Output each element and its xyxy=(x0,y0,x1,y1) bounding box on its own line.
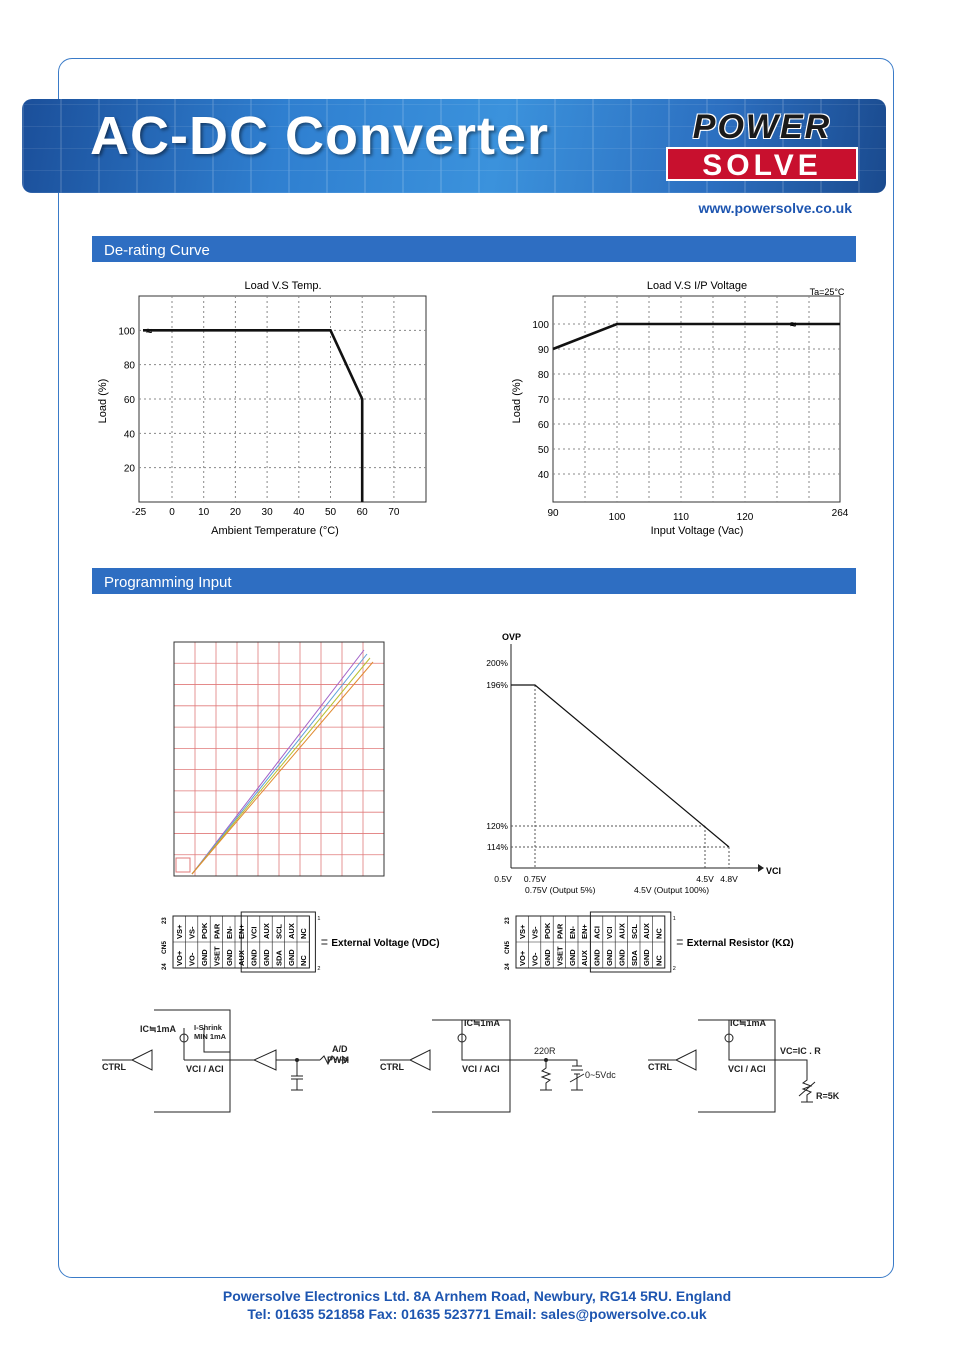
pin-label-top: EN+ xyxy=(580,924,590,939)
ad-label: A/D xyxy=(332,1044,348,1054)
x-tick-label: 60 xyxy=(356,507,368,518)
logo-top: POWER xyxy=(692,108,832,146)
pin-label-bottom: GND xyxy=(224,949,234,966)
chart-load-vs-voltage-svg xyxy=(500,268,856,540)
pin-label-bottom: AUX xyxy=(580,950,590,966)
pin-label-bottom: GND xyxy=(617,949,627,966)
x-tick-label: 100 xyxy=(608,512,626,523)
connector-name: CN5 xyxy=(504,940,511,954)
axis-break-mark: ≈ xyxy=(789,319,797,331)
y-tick-label: 196% xyxy=(486,680,508,690)
pin-number: 24 xyxy=(162,963,168,970)
pin-label-bottom: SDA xyxy=(629,950,639,966)
connector-caption: External Resistor (KΩ) xyxy=(686,938,794,949)
chart-load-vs-temp-svg xyxy=(92,268,442,540)
y-tick-label: 20 xyxy=(123,463,135,475)
pin-label-top: POK xyxy=(543,922,552,939)
pin-label-bottom: GND xyxy=(605,949,614,966)
pin-label-top: POK xyxy=(200,922,209,939)
pin-label-top: VS+ xyxy=(175,924,185,939)
pin-label-bottom: NC xyxy=(654,955,664,966)
x-tick-label: 30 xyxy=(261,507,273,518)
programming-line xyxy=(192,662,373,874)
derating-curve xyxy=(553,324,840,349)
pin-label-top: PAR xyxy=(555,923,565,939)
ic-label: IC≒1mA xyxy=(464,1018,501,1028)
y-tick-label: 40 xyxy=(123,429,135,441)
control-circuits xyxy=(92,1000,856,1120)
powersolve-logo xyxy=(662,109,862,183)
connector-right-svg xyxy=(498,910,818,974)
x-tick-label: 70 xyxy=(388,507,400,518)
programming-line xyxy=(192,650,364,874)
plot-frame xyxy=(139,296,426,502)
resistor-label: 220R xyxy=(534,1046,556,1056)
pin-label-bottom: GND xyxy=(642,949,652,966)
y-tick-label: 80 xyxy=(537,370,549,381)
pin-label-bottom: VO+ xyxy=(175,950,185,966)
x-tick-label: 10 xyxy=(198,507,210,518)
y-tick-label: 80 xyxy=(123,360,135,372)
programming-line xyxy=(192,654,367,874)
axis-break-mark: ≈ xyxy=(145,325,153,338)
vci-label: VCI / ACI xyxy=(728,1064,766,1074)
x-axis-label: Ambient Temperature (°C) xyxy=(211,525,339,537)
y-tick-label: 100 xyxy=(532,320,549,331)
pin-label-bottom: GND xyxy=(286,949,296,966)
y-tick-label: 114% xyxy=(486,842,508,852)
off-region xyxy=(176,858,190,872)
footer-contact: Tel: 01635 521858 Fax: 01635 523771 Email: sales@powersolve.co.uk xyxy=(247,1306,707,1322)
pin-label-top: AUX xyxy=(262,923,271,939)
chart-annotation: Ta=25°C xyxy=(809,287,845,297)
website-link[interactable]: www.powersolve.co.uk xyxy=(698,200,852,216)
ovp-chart-svg xyxy=(478,628,808,898)
pin-label-top: ACI xyxy=(592,926,602,939)
vci-label: VCI / ACI xyxy=(462,1064,500,1074)
pin-label-bottom: VO+ xyxy=(518,950,528,966)
circuit-resistor xyxy=(648,1018,840,1112)
x-axis-arrow xyxy=(758,864,764,872)
x-axis-label: VCI xyxy=(766,866,782,876)
x-tick-label: 4.8V xyxy=(720,874,738,884)
r-label: R=5K xyxy=(816,1091,840,1101)
pin-number: 24 xyxy=(505,963,511,970)
pin-label-bottom: GND xyxy=(567,949,577,966)
y-tick-label: 90 xyxy=(537,345,549,356)
min-label: MIN 1mA xyxy=(194,1032,227,1041)
pin-number: 23 xyxy=(162,917,168,924)
y-tick-label: 120% xyxy=(486,821,508,831)
header-banner xyxy=(22,99,886,193)
pin-label-bottom: VO- xyxy=(187,952,197,966)
pin-number: 2 xyxy=(672,966,676,972)
x-tick-label: 90 xyxy=(547,508,559,519)
ovp-curve xyxy=(511,685,729,847)
connector-right xyxy=(498,910,818,974)
x-note-1: 0.75V (Output 5%) xyxy=(525,885,596,895)
chart-title: Load V.S Temp. xyxy=(244,280,322,292)
pin-label-bottom: GND xyxy=(249,949,259,966)
chart-title: Load V.S I/P Voltage xyxy=(646,280,748,292)
pin-number: 2 xyxy=(317,966,321,972)
pin-label-top: AUX xyxy=(617,923,627,939)
y-tick-label: 200% xyxy=(486,658,508,668)
pin-label-bottom: VSET xyxy=(555,946,565,966)
programming-grid-svg xyxy=(160,618,410,884)
plot-frame xyxy=(553,296,840,502)
x-tick-label: 4.5V xyxy=(696,874,714,884)
pin-number: 1 xyxy=(672,916,676,922)
x-tick-label: 264 xyxy=(831,508,849,519)
pin-label-top: VS+ xyxy=(518,924,528,939)
chart-ovp xyxy=(478,628,808,898)
pin-label-top: VS- xyxy=(530,926,540,939)
y-axis-label: Load (%) xyxy=(511,378,523,424)
connector-left xyxy=(155,910,475,974)
ctrl-label: CTRL xyxy=(102,1062,126,1072)
ishrink-label: I-Shrink xyxy=(194,1023,222,1032)
x-tick-label: 40 xyxy=(293,507,305,518)
pin-label-bottom: GND xyxy=(592,949,602,966)
pin-label-bottom: GND xyxy=(200,949,209,966)
circuit-voltage xyxy=(380,1018,616,1112)
y-tick-label: 50 xyxy=(537,445,549,456)
x-tick-label: 0.5V xyxy=(494,874,512,884)
y-tick-label: 40 xyxy=(537,470,549,481)
pin-label-bottom: GND xyxy=(543,949,552,966)
voltage-label: 0~5Vdc xyxy=(585,1070,616,1080)
vci-label: VCI / ACI xyxy=(186,1064,224,1074)
x-tick-label: 0 xyxy=(169,507,175,518)
pin-label-bottom: SDA xyxy=(274,950,284,966)
x-tick-label: 110 xyxy=(673,512,689,523)
x-tick-label: 20 xyxy=(229,507,241,518)
pin-number: 1 xyxy=(317,916,321,922)
connector-left-svg xyxy=(155,910,475,974)
pin-label-bottom: NC xyxy=(299,955,309,966)
connector-name: CN5 xyxy=(161,940,168,954)
y-tick-label: 60 xyxy=(537,420,549,431)
pin-label-top: SCL xyxy=(274,924,284,939)
pin-label-top: EN- xyxy=(567,926,577,939)
x-tick-label: -25 xyxy=(131,507,147,518)
pin-label-top: AUX xyxy=(286,923,296,939)
x-tick-label: 120 xyxy=(736,512,754,523)
pin-label-top: EN- xyxy=(224,926,234,939)
chart-load-vs-temp xyxy=(92,268,442,540)
chart-programming-grid xyxy=(160,618,410,884)
ctrl-label: CTRL xyxy=(380,1062,404,1072)
x-note-2: 4.5V (Output 100%) xyxy=(634,885,710,895)
pin-label-top: PAR xyxy=(212,923,222,939)
ctrl-label: CTRL xyxy=(648,1062,672,1072)
pin-label-top: AUX xyxy=(642,923,652,939)
pin-number: 23 xyxy=(505,917,511,924)
pin-label-bottom: VSET xyxy=(212,946,222,966)
vc-label: VC=IC . R xyxy=(780,1046,821,1056)
pin-label-top: NC xyxy=(299,928,309,939)
pin-label-top: SCL xyxy=(629,924,639,939)
x-tick-label: 50 xyxy=(324,507,337,518)
pwm-label: PWM xyxy=(327,1055,349,1065)
page-title: AC-DC Converter xyxy=(90,106,550,166)
y-tick-label: 100 xyxy=(118,326,135,338)
x-tick-label: 0.75V xyxy=(523,874,547,884)
circuit-ishrink xyxy=(102,1010,349,1112)
section-derating: De-rating Curve xyxy=(92,236,856,262)
pin-label-top: VCI xyxy=(249,926,259,939)
y-tick-label: 60 xyxy=(123,395,135,406)
programming-line xyxy=(192,658,370,874)
ic-label: IC≒1mA xyxy=(140,1024,177,1034)
derating-curve xyxy=(143,330,362,502)
pin-label-top: VS- xyxy=(187,926,197,939)
ic-label: IC≒1mA xyxy=(730,1018,767,1028)
connector-caption: External Voltage (VDC) xyxy=(331,938,440,949)
logo-bottom: SOLVE xyxy=(666,147,858,181)
pin-label-bottom: VO- xyxy=(530,952,540,966)
y-axis-label: OVP xyxy=(502,632,522,642)
control-circuits-svg xyxy=(92,1000,856,1120)
chart-load-vs-voltage xyxy=(500,268,856,540)
pin-label-top: EN+ xyxy=(237,924,247,939)
pin-label-bottom: GND xyxy=(262,949,271,966)
footer-address: Powersolve Electronics Ltd. 8A Arnhem Road, Newbury, RG14 5RU. England xyxy=(222,1288,732,1304)
pin-label-top: NC xyxy=(654,928,664,939)
pin-label-top: VCI xyxy=(605,926,614,939)
x-axis-label: Input Voltage (Vac) xyxy=(650,525,744,537)
y-axis-label: Load (%) xyxy=(97,378,109,424)
section-programming: Programming Input xyxy=(92,568,856,594)
y-tick-label: 70 xyxy=(537,395,549,406)
pin-label-bottom: AUX xyxy=(237,950,247,966)
